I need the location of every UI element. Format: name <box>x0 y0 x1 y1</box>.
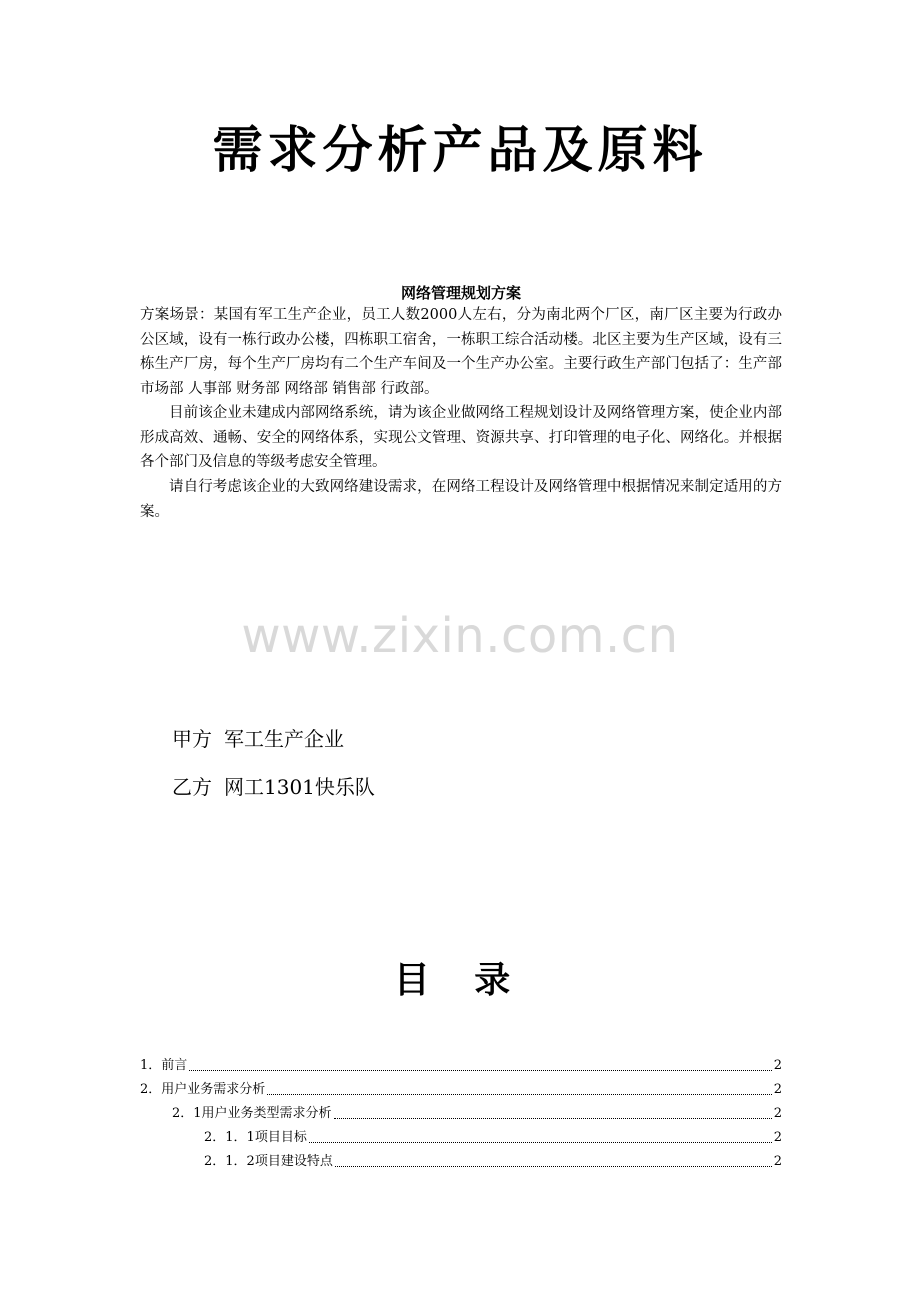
party-b-label: 乙方 <box>172 775 212 799</box>
party-a <box>172 724 344 754</box>
document-title: 需求分析产品及原料 <box>212 120 708 179</box>
requirement-paragraph: 目前该企业未建成内部网络系统，请为该企业做网络工程规划设计及网络管理方案，使企业内部形成高效、通畅、安全的网络体系，实现公文管理、资源共享、打印管理的电子化、网络化。并根据各个部门及信息的等级考虑安全管理。 <box>140 405 782 470</box>
toc-entry-label: 1．前言 <box>140 1058 188 1073</box>
toc-page-number: 2 <box>773 1106 782 1121</box>
scheme-heading: 网络管理规划方案 <box>400 284 521 302</box>
toc-entry-business-types[interactable] <box>172 1100 782 1122</box>
toc-entry-label: 2．1．1项目目标 <box>204 1130 307 1145</box>
party-a-name: 军工生产企业 <box>224 727 344 751</box>
toc-leader-dots <box>334 1118 772 1119</box>
party-a-label: 甲方 <box>172 727 212 751</box>
toc-leader-dots <box>267 1094 771 1095</box>
toc-leader-dots <box>309 1142 772 1143</box>
scenario-paragraph: 方案场景：某国有军工生产企业，员工人数2000人左右，分为南北两个厂区，南厂区主要为行政办公区域，设有一栋行政办公楼，四栋职工宿舍，一栋职工综合活动楼。北区主要为生产区域，设有三栋生产厂房，每个生产厂房均有二个生产车间及一个生产办公室。主要行政生产部门包括了：生产部 市场部 人事部 财务部 网络部 销售部 行政部。 <box>140 307 782 397</box>
toc-entry-project-features[interactable] <box>204 1148 782 1170</box>
toc-entry-label: 2．1．2项目建设特点 <box>204 1154 333 1169</box>
toc-entry-preface[interactable] <box>140 1052 782 1074</box>
instruction-paragraph: 请自行考虑该企业的大致网络建设需求，在网络工程设计及网络管理中根据情况来制定适用的方案。 <box>140 479 782 520</box>
toc-entry-project-goals[interactable] <box>204 1124 782 1146</box>
toc-entry-label: 2．1用户业务类型需求分析 <box>172 1106 332 1121</box>
toc-page-number: 2 <box>773 1130 782 1145</box>
toc-leader-dots <box>335 1166 772 1167</box>
watermark: www.zixin.com.cn <box>241 608 679 664</box>
toc-title: 目 录 <box>393 959 527 1001</box>
toc-page-number: 2 <box>773 1082 782 1097</box>
party-b <box>172 772 375 802</box>
toc-entry-label: 2．用户业务需求分析 <box>140 1082 266 1097</box>
toc-leader-dots <box>189 1070 771 1071</box>
toc-page-number: 2 <box>773 1058 782 1073</box>
party-b-name: 网工1301快乐队 <box>224 775 375 799</box>
toc-page-number: 2 <box>773 1154 782 1169</box>
toc-entry-user-requirements[interactable] <box>140 1076 782 1098</box>
